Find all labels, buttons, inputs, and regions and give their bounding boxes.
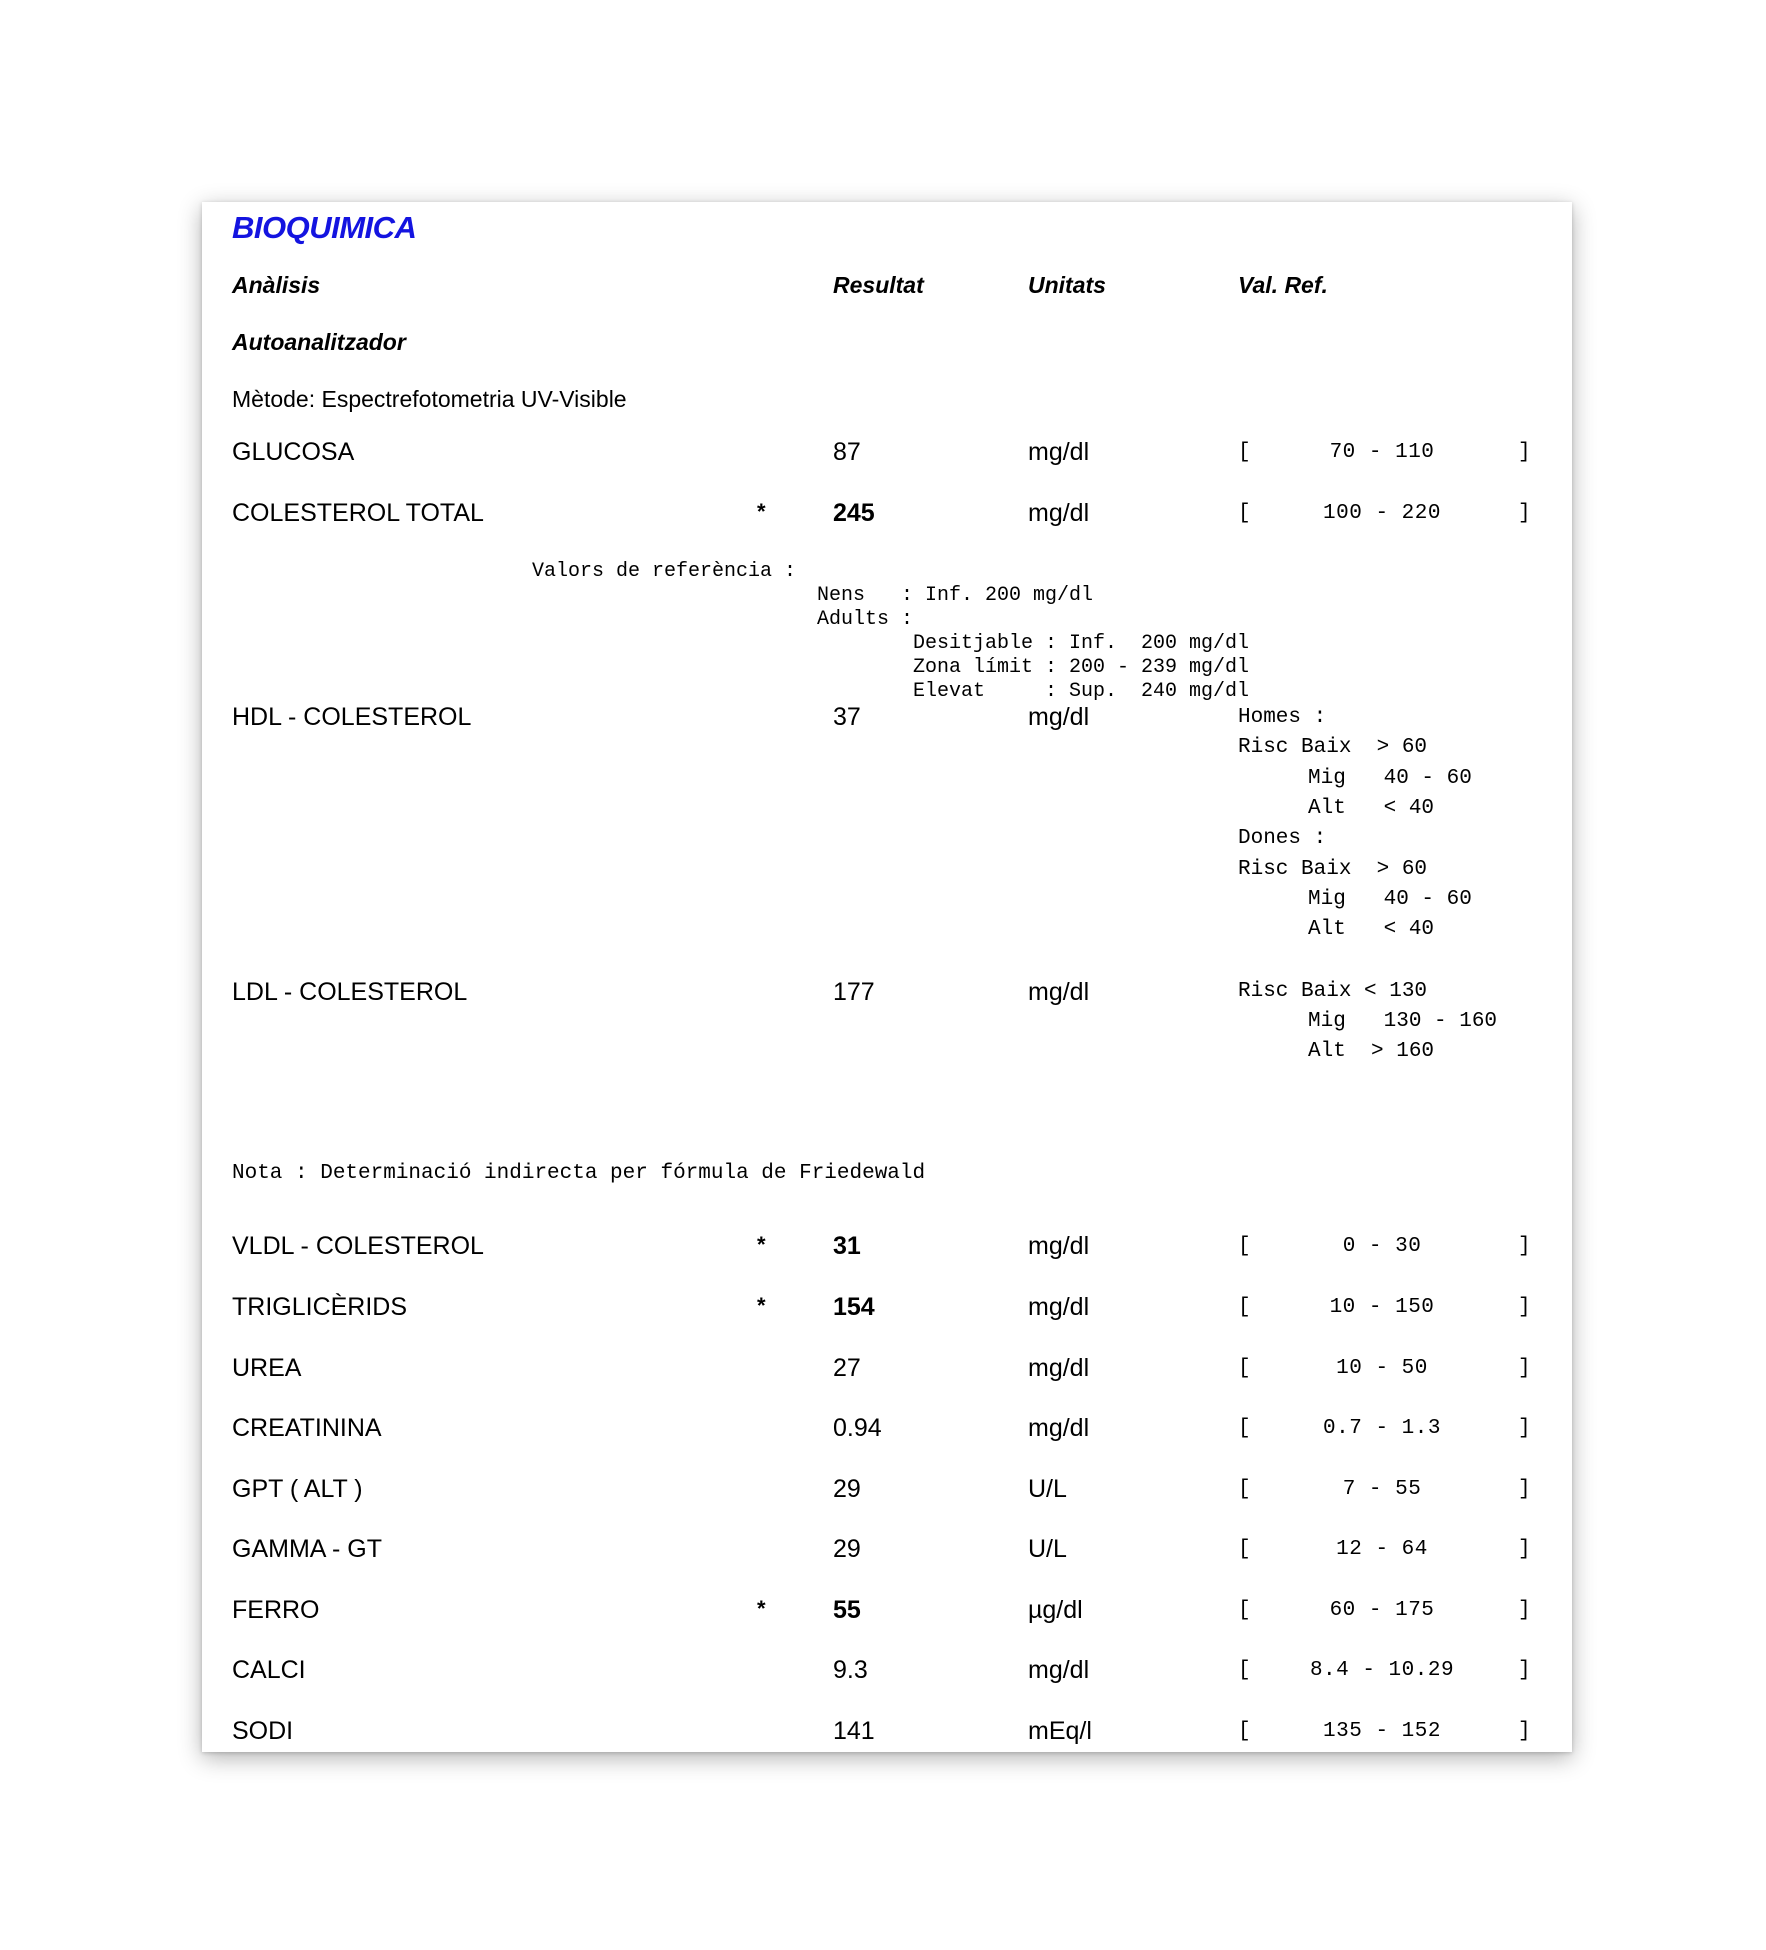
result-value: 87: [833, 438, 861, 466]
section-title: BIOQUIMICA: [232, 210, 417, 245]
range-open-bracket: [: [1238, 1538, 1251, 1561]
unit: mg/dl: [1028, 438, 1090, 466]
result-value: 37: [833, 703, 861, 731]
ldl-reference-mid: Mig 130 - 160: [1308, 1010, 1498, 1033]
range-close-bracket: ]: [1518, 502, 1531, 525]
hdl-reference-women-mid: Mig 40 - 60: [1308, 888, 1472, 911]
abnormal-flag: *: [757, 1232, 766, 1257]
result-value: 154: [833, 1293, 875, 1321]
range-open-bracket: [: [1238, 1357, 1251, 1380]
hdl-reference-men-mid: Mig 40 - 60: [1308, 767, 1472, 790]
table-row: [202, 1414, 1572, 1454]
reference-range: 10 - 50: [1336, 1357, 1428, 1380]
range-close-bracket: ]: [1518, 1296, 1531, 1319]
analysis-name: UREA: [232, 1354, 302, 1382]
range-close-bracket: ]: [1518, 1720, 1531, 1743]
cholesterol-reference-adults: Adults :: [817, 608, 914, 631]
unit: U/L: [1028, 1475, 1067, 1503]
analysis-name: CREATININA: [232, 1414, 382, 1442]
reference-range: 0 - 30: [1342, 1235, 1422, 1258]
hdl-reference-women: Dones :: [1238, 827, 1327, 850]
unit: mg/dl: [1028, 1656, 1090, 1684]
table-row: [202, 1354, 1572, 1394]
range-close-bracket: ]: [1518, 1659, 1531, 1682]
reference-range: 12 - 64: [1336, 1538, 1428, 1561]
result-value: 31: [833, 1232, 861, 1260]
group-heading: Autoanalitzador: [232, 329, 406, 355]
column-header-analysis: Anàlisis: [232, 272, 321, 298]
result-value: 177: [833, 978, 875, 1006]
analysis-name: GAMMA - GT: [232, 1535, 382, 1563]
result-value: 29: [833, 1475, 861, 1503]
abnormal-flag: *: [757, 1596, 766, 1621]
reference-range: 0.7 - 1.3: [1323, 1417, 1441, 1440]
result-value: 0.94: [833, 1414, 882, 1442]
method-text: Mètode: Espectrefotometria UV-Visible: [232, 386, 627, 412]
range-close-bracket: ]: [1518, 1235, 1531, 1258]
unit: mg/dl: [1028, 1232, 1090, 1260]
range-close-bracket: ]: [1518, 1599, 1531, 1622]
hdl-reference-men-low: Risc Baix > 60: [1238, 736, 1428, 759]
analysis-name: GLUCOSA: [232, 438, 355, 466]
cholesterol-reference-children: Nens : Inf. 200 mg/dl: [817, 584, 1094, 607]
range-open-bracket: [: [1238, 1659, 1251, 1682]
range-open-bracket: [: [1238, 1417, 1251, 1440]
range-close-bracket: ]: [1518, 1417, 1531, 1440]
table-row: [202, 1596, 1572, 1636]
result-value: 29: [833, 1535, 861, 1563]
unit: mEq/l: [1028, 1717, 1092, 1745]
table-row: [202, 1717, 1572, 1757]
range-open-bracket: [: [1238, 441, 1251, 464]
analysis-name: TRIGLICÈRIDS: [232, 1293, 408, 1321]
analysis-name: GPT ( ALT ): [232, 1475, 363, 1503]
cholesterol-reference-high: Elevat : Sup. 240 mg/dl: [913, 680, 1250, 703]
unit: mg/dl: [1028, 978, 1090, 1006]
reference-range: 60 - 175: [1329, 1599, 1435, 1622]
table-row: [202, 499, 1572, 539]
cholesterol-reference-borderline: Zona límit : 200 - 239 mg/dl: [913, 656, 1250, 679]
analysis-name: COLESTEROL TOTAL: [232, 499, 484, 527]
range-close-bracket: ]: [1518, 441, 1531, 464]
analysis-name: FERRO: [232, 1596, 320, 1624]
reference-range: 100 - 220: [1323, 502, 1441, 525]
analysis-name: VLDL - COLESTEROL: [232, 1232, 484, 1260]
range-close-bracket: ]: [1518, 1357, 1531, 1380]
reference-range: 10 - 150: [1329, 1296, 1435, 1319]
column-header-result: Resultat: [833, 272, 924, 298]
analysis-name: CALCI: [232, 1656, 306, 1684]
friedewald-note: Nota : Determinació indirecta per fórmula de Friedewald: [232, 1162, 926, 1185]
table-row: [202, 1656, 1572, 1696]
reference-range: 7 - 55: [1342, 1478, 1422, 1501]
abnormal-flag: *: [757, 1293, 766, 1318]
table-row: [202, 1293, 1572, 1333]
hdl-reference-women-low: Risc Baix > 60: [1238, 858, 1428, 881]
report-sheet: [202, 202, 1572, 1752]
reference-range: 135 - 152: [1323, 1720, 1441, 1743]
analysis-name: SODI: [232, 1717, 294, 1745]
result-value: 9.3: [833, 1656, 868, 1684]
result-value: 27: [833, 1354, 861, 1382]
range-close-bracket: ]: [1518, 1538, 1531, 1561]
ldl-reference-high: Alt > 160: [1308, 1040, 1435, 1063]
result-value: 245: [833, 499, 875, 527]
column-header-units: Unitats: [1028, 272, 1106, 298]
column-header-reference: Val. Ref.: [1238, 272, 1328, 298]
hdl-reference-women-high: Alt < 40: [1308, 918, 1435, 941]
table-row: [202, 1535, 1572, 1575]
range-open-bracket: [: [1238, 1296, 1251, 1319]
table-row: [202, 1232, 1572, 1272]
unit: mg/dl: [1028, 1293, 1090, 1321]
range-open-bracket: [: [1238, 1599, 1251, 1622]
range-open-bracket: [: [1238, 1720, 1251, 1743]
range-open-bracket: [: [1238, 502, 1251, 525]
unit: mg/dl: [1028, 1354, 1090, 1382]
unit: mg/dl: [1028, 499, 1090, 527]
reference-range: 8.4 - 10.29: [1309, 1659, 1455, 1682]
range-close-bracket: ]: [1518, 1478, 1531, 1501]
unit: mg/dl: [1028, 703, 1090, 731]
hdl-reference-men: Homes :: [1238, 706, 1327, 729]
unit: µg/dl: [1028, 1596, 1083, 1624]
ldl-reference-low: Risc Baix < 130: [1238, 980, 1428, 1003]
cholesterol-reference-heading: Valors de referència :: [532, 560, 797, 583]
unit: mg/dl: [1028, 1414, 1090, 1442]
result-value: 55: [833, 1596, 861, 1624]
hdl-reference-men-high: Alt < 40: [1308, 797, 1435, 820]
abnormal-flag: *: [757, 499, 766, 524]
unit: U/L: [1028, 1535, 1067, 1563]
table-row: [202, 1475, 1572, 1515]
range-open-bracket: [: [1238, 1478, 1251, 1501]
analysis-name: HDL - COLESTEROL: [232, 703, 472, 731]
table-row: [202, 438, 1572, 478]
range-open-bracket: [: [1238, 1235, 1251, 1258]
cholesterol-reference-desirable: Desitjable : Inf. 200 mg/dl: [913, 632, 1250, 655]
analysis-name: LDL - COLESTEROL: [232, 978, 468, 1006]
result-value: 141: [833, 1717, 875, 1745]
reference-range: 70 - 110: [1329, 441, 1435, 464]
